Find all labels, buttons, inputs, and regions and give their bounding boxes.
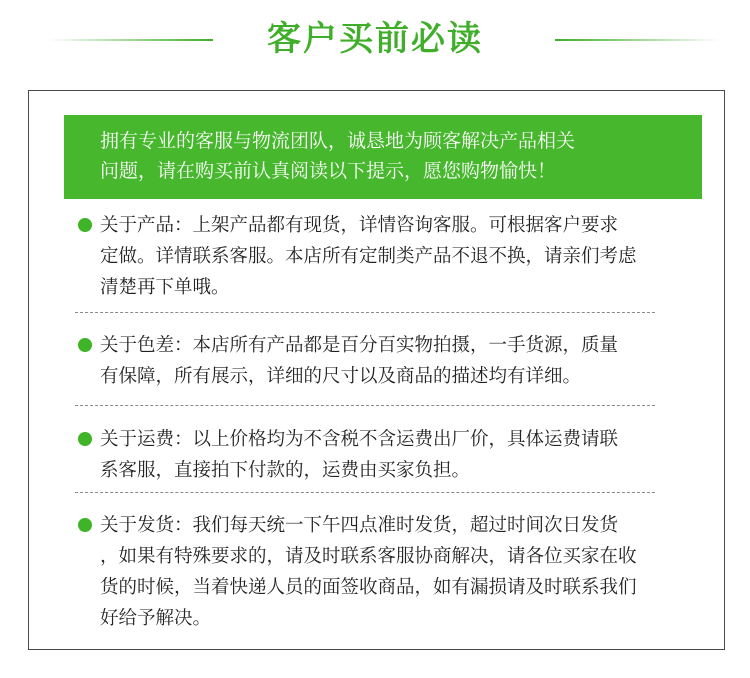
banner-line: 问题，请在购买前认真阅读以下提示，愿您购物愉快！	[100, 160, 557, 182]
section-line: 关于色差：本店所有产品都是百分百实物拍摄，一手货源，质量	[100, 335, 619, 356]
section-color	[78, 330, 688, 392]
section-line: 清楚再下单哦。	[100, 277, 230, 298]
section-line: 好给予解决。	[100, 608, 212, 629]
section-text	[100, 210, 688, 303]
dashed-divider	[75, 312, 655, 313]
bullet-icon	[78, 432, 92, 446]
section-line: 系客服，直接拍下付款的，运费由买家负担。	[100, 460, 471, 481]
section-line: 定做。详情联系客服。本店所有定制类产品不退不换，请亲们考虑	[100, 246, 637, 267]
title-right-rule	[555, 39, 720, 41]
section-line: 关于发货：我们每天统一下午四点准时发货，超过时间次日发货	[100, 515, 619, 536]
bullet-icon	[78, 338, 92, 352]
bullet-icon	[78, 218, 92, 232]
section-text	[100, 424, 688, 486]
section-line: 关于运费：以上价格均为不含税不含运费出厂价，具体运费请联	[100, 429, 619, 450]
dashed-divider	[75, 405, 655, 406]
section-text	[100, 330, 688, 392]
section-line: 关于产品：上架产品都有现货，详情咨询客服。可根据客户要求	[100, 215, 619, 236]
section-line: 货的时候，当着快递人员的面签收商品，如有漏损请及时联系我们	[100, 577, 637, 598]
section-product	[78, 210, 688, 303]
section-delivery	[78, 510, 688, 634]
section-line: ，如果有特殊要求的，请及时联系客服协商解决，请各位买家在收	[100, 546, 637, 567]
intro-banner	[64, 115, 702, 199]
page-title: 客户买前必读	[267, 19, 483, 59]
section-line: 有保障，所有展示，详细的尺寸以及商品的描述均有详细。	[100, 366, 582, 387]
section-text	[100, 510, 688, 634]
dashed-divider	[75, 492, 655, 493]
section-shipping-fee	[78, 424, 688, 486]
bullet-icon	[78, 518, 92, 532]
banner-line: 拥有专业的客服与物流团队，诚恳地为顾客解决产品相关	[100, 130, 576, 152]
